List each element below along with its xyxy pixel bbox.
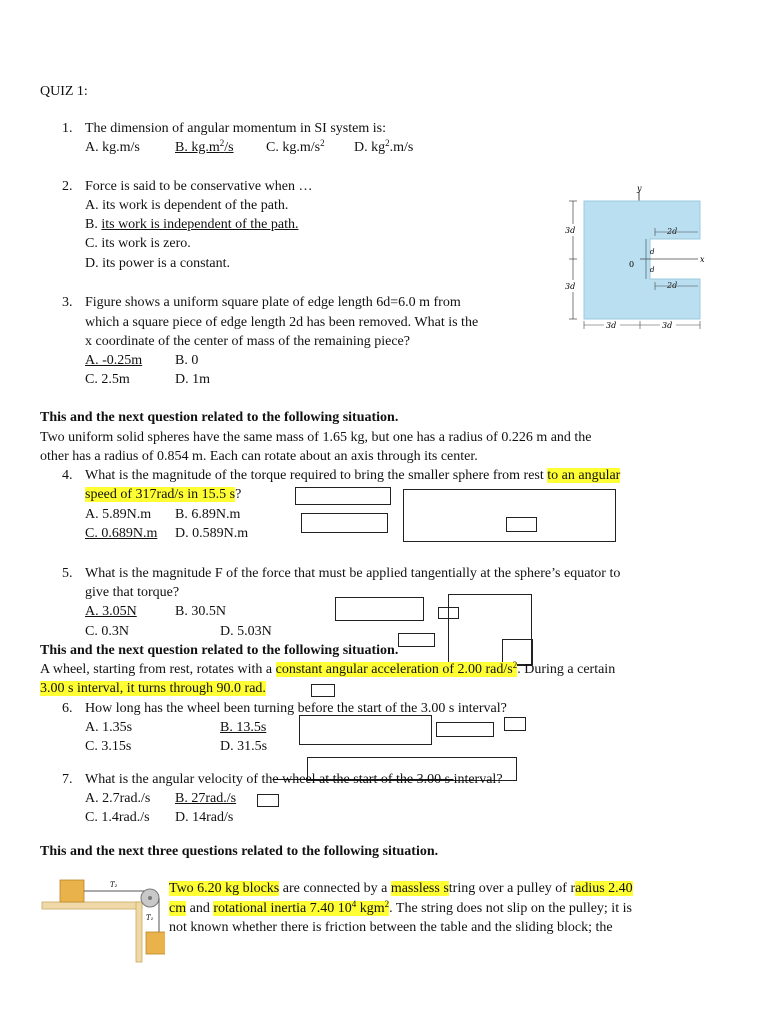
- overlay-box: [403, 489, 616, 542]
- q4-option-c: C. 0.689N.m: [85, 526, 158, 541]
- q1-option-c: C. $kg.m/s^2$: [266, 138, 325, 155]
- q6-text: How long has the wheel been turning before the start of the 3.00 s interval?: [85, 701, 507, 716]
- q4-option-b: B. 6.89N.m: [175, 507, 241, 522]
- section3-line2: cm and rotational inertia 7.40 $10^4$ kgm$^2$. The string does not slip on the pulley; it is: [169, 899, 632, 916]
- q3-line1: Figure shows a uniform square plate of edge length 6d=6.0 m from: [85, 295, 461, 310]
- table-leg: [136, 902, 142, 962]
- q5-option-d: D. 5.03N: [220, 624, 272, 639]
- dim-bottom-left: 3d: [606, 321, 617, 330]
- hanging-block: [146, 932, 165, 954]
- q4-number: 4.: [62, 468, 73, 483]
- overlay-box: [295, 487, 391, 505]
- q4-line1: What is the magnitude of the torque required to bring the smaller sphere from rest to an angular: [85, 468, 621, 483]
- q1-text: The dimension of angular momentum in SI system is:: [85, 121, 386, 136]
- q4-option-a: A. 5.89N.m: [85, 507, 152, 522]
- tension-t2-label: T₂: [110, 881, 118, 889]
- y-axis-label: y: [637, 184, 642, 193]
- section1-line1: Two uniform solid spheres have the same mass of 1.65 kg, but one has a radius of 0.226 m and the: [40, 430, 592, 445]
- overlay-box: [506, 517, 537, 532]
- q1-option-a: A. kg.m/s: [85, 140, 140, 155]
- q2-text: Force is said to be conservative when …: [85, 179, 313, 194]
- q2-option-d: D. its power is a constant.: [85, 256, 231, 271]
- tension-t1-label: T₁: [146, 914, 154, 922]
- dim-left-bottom: 3d: [565, 282, 576, 291]
- q5-number: 5.: [62, 566, 73, 581]
- overlay-box: [504, 717, 526, 731]
- q3-line2: which a square piece of edge length 2d has been removed. What is the: [85, 315, 479, 330]
- q6-number: 6.: [62, 701, 73, 716]
- overlay-box: [301, 513, 388, 533]
- q3-option-d: D. 1m: [175, 372, 210, 387]
- overlay-box: [436, 722, 494, 737]
- q6-option-d: D. 31.5s: [220, 739, 268, 754]
- plate-shape: [584, 201, 700, 319]
- q7-option-a: A. 2.7rad./s: [85, 791, 151, 806]
- table-top: [42, 902, 142, 909]
- q2-option-b: B. its work is independent of the path.: [85, 217, 299, 232]
- section2-line1: A wheel, starting from rest, rotates with a constant angular acceleration of 2.00 rad/$s^2$. During a certain: [40, 660, 616, 677]
- q4-line2: speed of 317rad/s in 15.5 s?: [85, 487, 242, 502]
- section2-line2: 3.00 s interval, it turns through 90.0 rad.: [40, 681, 266, 696]
- origin-label: 0: [629, 260, 635, 269]
- x-axis-label: x: [700, 255, 705, 264]
- overlay-box: [398, 633, 435, 647]
- dim-d-upper: d: [650, 248, 655, 256]
- section2-heading: This and the next question related to the following situation.: [40, 643, 399, 658]
- q1-number: 1.: [62, 121, 73, 136]
- overlay-box: [311, 684, 335, 697]
- q7-option-c: C. 1.4rad./s: [85, 810, 150, 825]
- q3-option-b: B. 0: [175, 353, 199, 368]
- q1-option-d: D. $kg^2.m/s$: [354, 138, 414, 155]
- section1-line2: other has a radius of 0.854 m. Each can rotate about an axis through its center.: [40, 449, 478, 464]
- q5-option-c: C. 0.3N: [85, 624, 129, 639]
- q6-option-b: B. 13.5s: [220, 720, 267, 735]
- section3-line3: not known whether there is friction between the table and the sliding block; the: [169, 920, 613, 935]
- dim-d-lower: d: [650, 266, 655, 274]
- dim-notch-top: 2d: [667, 227, 678, 236]
- overlay-box: [299, 715, 432, 745]
- overlay-box: [335, 597, 424, 621]
- q5-option-b: B. 30.5N: [175, 604, 226, 619]
- q5-line1: What is the magnitude F of the force that must be applied tangentially at the sphere’s equator to: [85, 566, 621, 581]
- dim-notch-bottom: 2d: [667, 281, 678, 290]
- q3-line3: x coordinate of the center of mass of the remaining piece?: [85, 334, 410, 349]
- q6-option-a: A. 1.35s: [85, 720, 133, 735]
- q3-option-a: A. -0.25m: [85, 353, 143, 368]
- q5-line2: give that torque?: [85, 585, 180, 600]
- q2-option-a: A. its work is dependent of the path.: [85, 198, 289, 213]
- q7-option-d: D. 14rad/s: [175, 810, 234, 825]
- q5-option-a: A. 3.05N: [85, 604, 137, 619]
- q3-number: 3.: [62, 295, 73, 310]
- pulley-figure: [40, 872, 165, 964]
- section3-heading: This and the next three questions related to the following situation.: [40, 844, 439, 859]
- q1-option-b: B. $kg.m^2/s$: [175, 138, 234, 155]
- dim-bottom-right: 3d: [662, 321, 673, 330]
- q7-option-b: B. 27rad./s: [175, 791, 237, 806]
- section1-heading: This and the next question related to the following situation.: [40, 410, 399, 425]
- q7-text: What is the angular velocity of the wheel at the start of the 3.00 s interval?: [85, 772, 503, 787]
- q4-option-d: D. 0.589N.m: [175, 526, 249, 541]
- dim-left-top: 3d: [565, 226, 576, 235]
- sliding-block: [60, 880, 84, 902]
- q2-number: 2.: [62, 179, 73, 194]
- quiz-title: QUIZ 1:: [40, 84, 88, 99]
- section3-line1: Two 6.20 kg blocks are connected by a massless string over a pulley of radius 2.40: [169, 881, 633, 896]
- q6-option-c: C. 3.15s: [85, 739, 132, 754]
- q7-number: 7.: [62, 772, 73, 787]
- plate-figure: [560, 182, 720, 332]
- q3-option-c: C. 2.5m: [85, 372, 130, 387]
- overlay-box: [257, 794, 279, 807]
- q2-option-c: C. its work is zero.: [85, 236, 191, 251]
